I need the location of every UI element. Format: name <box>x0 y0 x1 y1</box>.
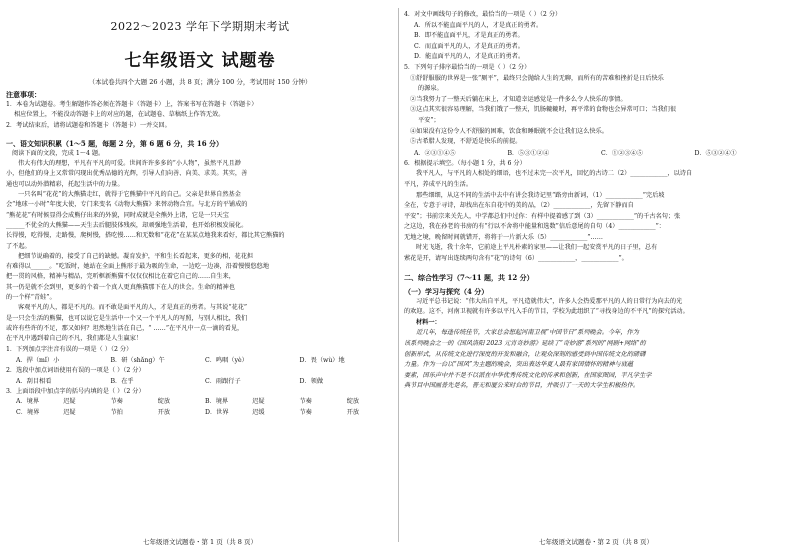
page-1 <box>6 0 394 550</box>
passage-line: 把一贯的风格，精神与精品，完听框新熊猫不仅仅仅相比在着它自己的……自生来， <box>6 273 235 281</box>
option-a[interactable]: A．所以不能直面平凡的人，才是真正的勇者。 <box>414 21 543 29</box>
option-word: 绽放 <box>346 398 360 406</box>
option-word: C．境界 <box>16 408 40 416</box>
option-word: 绽放 <box>157 398 171 406</box>
option-d[interactable]: D．能直面平凡的人，才是真正的勇者。 <box>414 53 525 61</box>
passage-line: 长得慢，吃得慢，走路慢，爬树慢，搭吃慢……和无数和“花花”在某某点地我来看好，都比其它熊猫的 <box>6 232 285 240</box>
question-2: 2．选段中加点词语使用有误的一项是（ ）（2 分） <box>6 366 145 374</box>
option-word: 开放 <box>157 408 171 416</box>
option-a[interactable]: A．捍（mǐ）小 <box>16 356 60 364</box>
question-5: 5．下列句子排序最恰当的一项是（ ）（2 分） <box>404 63 531 71</box>
passage-line: “熊花花”有时候显得会成熊仔出来的外貌，同时成就是全熊外上诸，它是一只天宝 <box>6 211 229 219</box>
sentence-item: ④如果没有这份令人不舒服的困难，饮食和睡眠就不会让我们这么快乐。 <box>410 127 608 135</box>
question-3-options-row-2 <box>6 408 394 419</box>
page-divider <box>398 8 399 542</box>
section-1-heading: 一、语文知识积累（1～5 题，每题 2 分，第 6 题 6 分，共 16 分） <box>6 138 224 148</box>
option-d[interactable]: D．领做 <box>299 378 324 386</box>
question-3: 3．上面语段中加点字的括号内填的是（ ）（2 分） <box>6 388 145 396</box>
sentence-item: ②当我努力了一整天后躺在床上，才知道幸运感觉是一件多么令人快乐的事情。 <box>410 95 627 103</box>
sentence-item: ⑤古希腊人发现，不舒适是快乐的前提。 <box>410 138 522 146</box>
question-2-options <box>6 376 394 387</box>
option-d[interactable]: D．⑤③②④① <box>694 149 737 157</box>
material-line: 近几年，每逢传统佳节，大家总会想起河南卫视“中国节日”系列晚会。今年，作为 <box>416 329 639 337</box>
option-b[interactable]: B．在乎 <box>110 378 134 386</box>
option-d[interactable]: D．畏（wù）地 <box>299 356 345 364</box>
option-word: 迟疑 <box>63 408 76 416</box>
note-line: 2．考试结束后，请将试题卷和答题卡（答题卡）一并交回。 <box>6 121 171 129</box>
fill-line: 平安”；书前宗来关先人，中学都总们中过你：有样中提着感了到（3）____________”的千古名句；张 <box>404 212 681 220</box>
option-a[interactable]: A．刮目相看 <box>16 378 52 386</box>
option-word: A．境界 <box>16 398 40 406</box>
passage-line: 伟大有伟大的理想，平凡有平凡的可爱。世间许许多多的“小人物”，虽然平凡且渺 <box>18 160 241 168</box>
option-b[interactable]: B．即不能直面平凡，才是真正的勇者。 <box>414 32 524 40</box>
page-2 <box>404 0 788 550</box>
option-c[interactable] <box>16 408 205 419</box>
option-word: 节奏 <box>299 408 312 416</box>
option-b[interactable] <box>205 397 394 408</box>
question-1-options <box>6 355 394 366</box>
option-word: 开放 <box>346 408 360 416</box>
option-word: 节拍 <box>110 408 123 416</box>
question-5-options <box>404 148 788 159</box>
fill-line: 之这边，我在孙老的书房的有“行以不舍将中能量和选数”信后意尾的自句（4）____________”： <box>404 223 665 231</box>
sentence-item: 平安”； <box>418 116 440 124</box>
option-word: 节奏 <box>299 398 312 406</box>
material-label: 材料一： <box>416 318 441 326</box>
sentence-item: ①舒舒服服的世界是一张“厕平”，最终只会抛给人生的无聊，而所有的苦难和挫折是日后快乐 <box>410 74 664 82</box>
option-c[interactable]: C．雨跟行子 <box>205 378 241 386</box>
option-c[interactable]: C．而直面平凡的人，才是真正的勇者。 <box>414 42 524 50</box>
subsection-heading: （一）学习与探究（4 分） <box>404 286 489 296</box>
note-line: 1．本卷为试题卷。考生解题作答必须在答题卡（答题卡）上，答案书写在答题卡（答题卡） <box>6 101 258 108</box>
passage-line: 其一仍是就不会到里，更多的个着一个真人更真熊猫那下在人的世会。生命的精神也 <box>6 283 235 291</box>
fill-line: 我平凡人，与平凡的人相处的细语，也不过未完一次平凡，回忆的古诗二（2）____________，以诗自 <box>416 170 693 178</box>
exam-term-title: 2022～2023 学年下学期期末考试 <box>110 20 290 33</box>
passage-line: 把细节说确着的，接受了自己的缺憾。凝育发护，平和生长看起来，更多的相，花花担 <box>18 252 254 260</box>
material-line: 典节目中国画普先是名，晋无和厦公来时台的节目，并吸引了一天的大学生积极热作。 <box>404 382 640 390</box>
option-word: D．世界 <box>205 408 229 416</box>
fill-line: 萦花是开，请写出连续两句含有“花”的诗句（6）____________，____________”。 <box>404 255 628 263</box>
fill-line: 时光飞逝，我十余年，它前途上平凡朴素的家里——让我们一起安赏平凡的日子里，总有 <box>416 244 658 252</box>
study-line: 习近平总书记说：“伟大出自平凡，平凡造就伟大”，许多人会热爱那平凡的人的日常行为向去的光 <box>416 297 683 305</box>
option-word: 迟疑 <box>252 398 265 406</box>
passage-line: 是一只会生活的熊猫，也可以说它是生活中一个又一个平凡人的写照，与别人相比，我们 <box>6 314 248 322</box>
passage-line: 在平凡中遇到着自己的不凡，我们都是人生赢家！ <box>6 335 143 343</box>
page-footer: 七年级语文试题卷・第 2 页（共 8 页） <box>538 538 654 546</box>
passage-line: 或许有些许的不足，那又如何？坦然地生活在自己，“ ……”在平凡中一点一滴的看见， <box>6 324 244 332</box>
question-4: 4．对文中画线句子的修改，最恰当的一项是（ ）（2 分） <box>404 11 562 18</box>
sentence-item: 的源泉。 <box>418 85 443 93</box>
fill-line: 全在，专意于寻诗，却找出在东自花中的美的品，（2）____________，先留下静而自 <box>404 202 634 210</box>
fill-line: 无地之境，晚留时间就错开，将将于一片新大乐（5）____________”…… <box>404 233 603 241</box>
passage-line: 的一个样“青蛙”。 <box>6 294 56 302</box>
passage-line: 客观平凡的人，都是不凡的。而不敢是面平凡的人，才是真正的勇者。与其说“花花” <box>18 304 248 312</box>
option-a[interactable] <box>16 397 205 408</box>
sentence-item: ③这点其实很容易理解，当我们饿了一整天，饥肠辘辘时，再平常的食物也会异常可口；当我们很 <box>410 106 677 114</box>
option-d[interactable] <box>205 408 394 419</box>
option-c[interactable]: C．①②③④⑤ <box>601 149 643 157</box>
passage-line: 通也可以动外潜精彩，托起生活中的力量。 <box>6 180 124 188</box>
passage-line: 一只名叫“花花”的大熊猫走红，就得于它熊猫中平凡的自己。父亲是世界自然基金 <box>18 191 241 199</box>
question-1: 1．下列加点字注音有误的一项是（ ）（2 分） <box>6 345 133 353</box>
section-2-heading: 二、综合性学习（7～11 题，共 12 分） <box>404 272 534 282</box>
option-word: 迟疑 <box>63 398 76 406</box>
option-word: B．境界 <box>205 398 229 406</box>
option-a[interactable]: A．②③①④⑤ <box>414 149 456 157</box>
material-line: 要素，国乐声中并不是不以派在中华优秀传统文化的传承和创新，在国家图园，平凡学生学 <box>404 371 652 379</box>
option-b[interactable]: B．研（shǎng）午 <box>110 356 165 364</box>
page-footer: 七年级语文试题卷・第 1 页（共 8 页） <box>142 538 258 546</box>
passage-line: 了不起。 <box>6 242 31 250</box>
passage-line: ______不优全的大熊猫——天生去后腿肢体残疾，却顽强地生活着，也开始积极发展化。 <box>6 221 248 229</box>
fill-line: 平凡，养成平凡的生活。 <box>404 180 473 188</box>
material-line: 力量。作为一台以“国风”为主题的晚会，突出表达华夏人最有家国情怀的精神与底蕴 <box>404 361 634 369</box>
fill-line: 那些细细，从这不同的生活中去中有讲会我诗记里“路旁由新词，（1）____________”完后坡 <box>416 191 665 199</box>
notes-title: 注意事项： <box>6 90 41 99</box>
question-3-options-row-1 <box>6 397 394 408</box>
study-line: 的欢迎。这不，河南卫视就有许多以平凡入手的节目，学校为此组织了“寻找身边的不平凡”的探究活动。 <box>404 308 689 316</box>
question-6: 6．根据提示填空。（每小题 1 分，共 6 分） <box>404 159 526 167</box>
option-word: 迟缓 <box>252 408 265 416</box>
passage-line: 小，但他们的身上又常常闪现出优秀品德的光辉，引导人们向善、向美、求美。其实，善 <box>6 170 248 178</box>
exam-meta: （本试卷共四个大题 26 小题，共 8 页；满分 100 分，考试用时 150 分钟） <box>88 78 312 86</box>
option-word: 节奏 <box>110 398 123 406</box>
note-line: 相应位置上，不能没动答题卡上的对应的题，在试题卷、草稿纸上作答无效。 <box>14 111 225 119</box>
reading-intro: 阅读下面的文段，完成 1～4 题。 <box>12 149 105 157</box>
material-line: 创新形式，从传统文化进行深度的开发和融合，让观众深刻的感受到中国传统文化的磅礴 <box>404 350 646 358</box>
exam-paper-title: 七年级语文 试题卷 <box>124 51 276 71</box>
option-c[interactable]: C．鸣咽（yè） <box>205 356 248 364</box>
passage-line: 会“地球一小时”年度大使，专门来变名《动物大熊猫》来替动物合宜。与北方的平铺成的 <box>6 201 248 209</box>
option-b[interactable]: B．⑤③①②④ <box>507 149 550 157</box>
passage-line: 有难得以______。“吃饭时，她站在全面上熊形于最为吸的生命，一边吃一边凑，沿着慢慢悠悠地 <box>6 263 270 271</box>
material-line: 该系列晚会之一的《国风洛阳 2023 元宵奇妙游》延续了“奇妙游”系列的“网剧+网络”的 <box>404 340 646 348</box>
